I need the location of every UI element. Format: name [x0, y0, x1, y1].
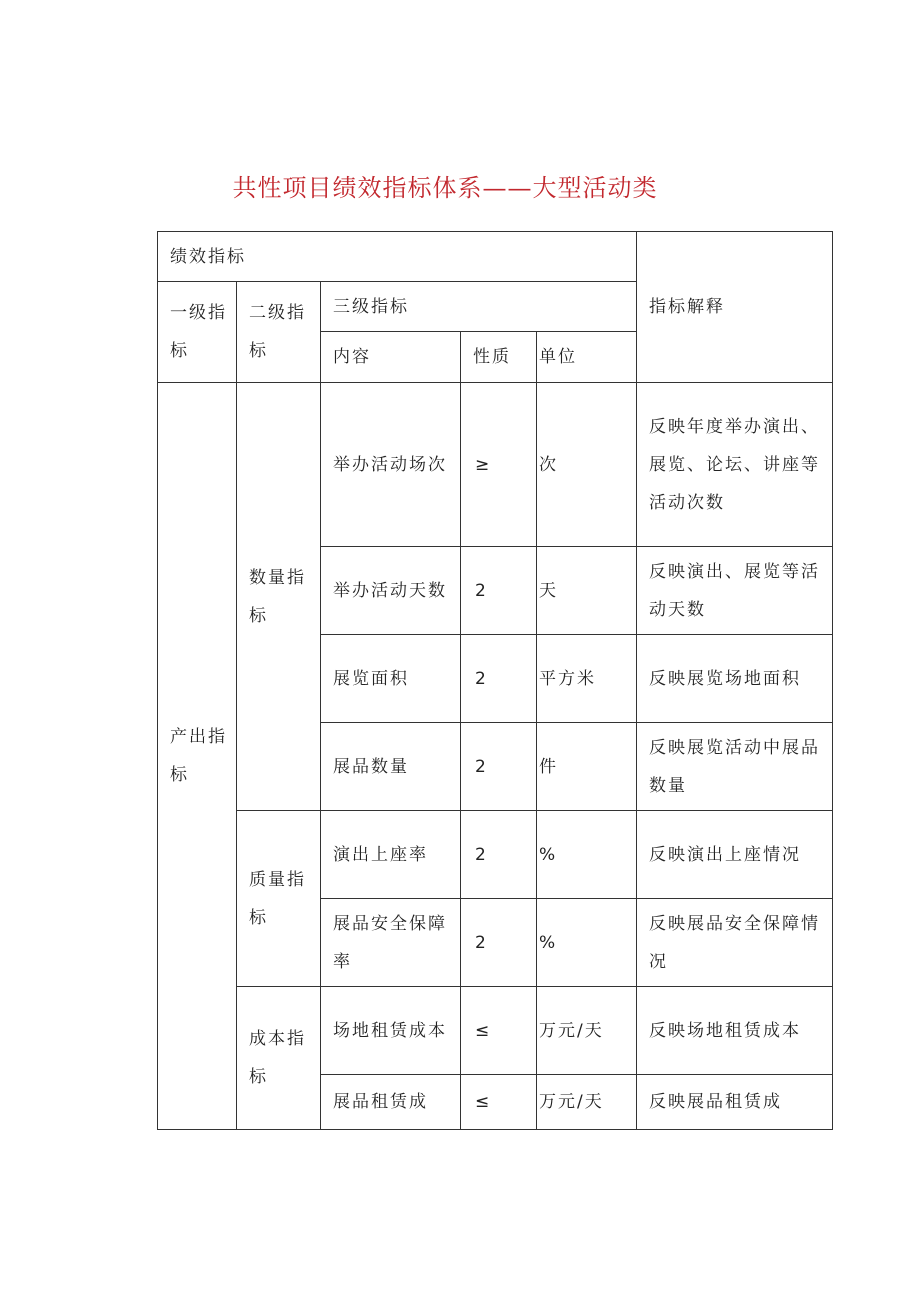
row-nature: 2	[461, 547, 537, 635]
row-content: 展品租赁成	[321, 1075, 461, 1130]
row-content: 展品安全保障率	[321, 899, 461, 987]
indicator-table	[157, 231, 833, 1130]
row-nature: 2	[461, 899, 537, 987]
level2-cost: 成本指标	[237, 987, 321, 1130]
row-unit: 万元/天	[537, 1075, 637, 1130]
row-unit: 天	[537, 547, 637, 635]
header-unit: 单位	[537, 332, 637, 383]
row-content: 举办活动天数	[321, 547, 461, 635]
page-title: 共性项目绩效指标体系——大型活动类	[232, 174, 658, 202]
row-content: 演出上座率	[321, 811, 461, 899]
row-nature: ≤	[461, 987, 537, 1075]
header-level2: 二级指标	[237, 282, 321, 383]
row-unit: 万元/天	[537, 987, 637, 1075]
row-unit: %	[537, 811, 637, 899]
header-performance: 绩效指标	[158, 232, 637, 282]
level1-output: 产出指标	[158, 383, 237, 1130]
row-content: 场地租赁成本	[321, 987, 461, 1075]
row-explanation: 反映演出上座情况	[637, 811, 833, 899]
level2-quality: 质量指标	[237, 811, 321, 987]
row-explanation: 反映场地租赁成本	[637, 987, 833, 1075]
header-explanation: 指标解释	[637, 232, 833, 383]
level2-quantity: 数量指标	[237, 383, 321, 811]
row-explanation: 反映展品租赁成	[637, 1075, 833, 1130]
row-unit: %	[537, 899, 637, 987]
header-nature: 性质	[461, 332, 537, 383]
row-content: 展品数量	[321, 723, 461, 811]
row-explanation: 反映演出、展览等活动天数	[637, 547, 833, 635]
row-content: 举办活动场次	[321, 383, 461, 547]
row-explanation: 反映年度举办演出、展览、论坛、讲座等活动次数	[637, 383, 833, 547]
row-unit: 件	[537, 723, 637, 811]
row-nature: 2	[461, 635, 537, 723]
header-content: 内容	[321, 332, 461, 383]
row-nature: 2	[461, 723, 537, 811]
row-explanation: 反映展览场地面积	[637, 635, 833, 723]
row-explanation: 反映展品安全保障情况	[637, 899, 833, 987]
row-nature: 2	[461, 811, 537, 899]
row-unit: 平方米	[537, 635, 637, 723]
row-nature: ≤	[461, 1075, 537, 1130]
row-unit: 次	[537, 383, 637, 547]
row-content: 展览面积	[321, 635, 461, 723]
row-nature: ≥	[461, 383, 537, 547]
header-level1: 一级指标	[158, 282, 237, 383]
header-level3: 三级指标	[321, 282, 637, 332]
row-explanation: 反映展览活动中展品数量	[637, 723, 833, 811]
